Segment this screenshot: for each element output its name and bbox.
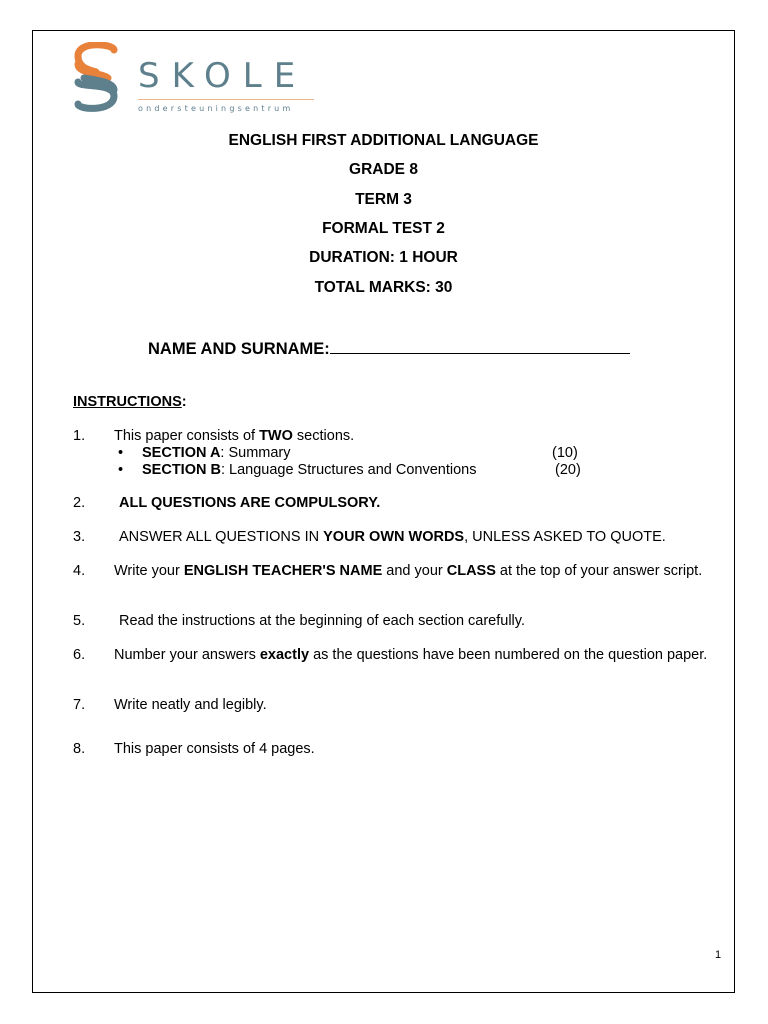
instruction-5: Read the instructions at the beginning of each section carefully. <box>119 613 525 629</box>
instruction-1: This paper consists of TWO sections. <box>114 428 355 444</box>
logo-rule <box>138 99 314 100</box>
name-surname-blank[interactable] <box>330 337 630 354</box>
logo-wordmark: SKOLE <box>138 56 308 96</box>
skole-s-icon <box>70 42 122 114</box>
section-a-item: SECTION A: Summary <box>142 445 291 461</box>
term-title: TERM 3 <box>355 191 412 208</box>
subject-title: ENGLISH FIRST ADDITIONAL LANGUAGE <box>228 132 539 149</box>
bullet-icon: • <box>118 445 124 461</box>
test-title: FORMAL TEST 2 <box>322 220 445 237</box>
duration-title: DURATION: 1 HOUR <box>309 249 458 266</box>
instruction-3: ANSWER ALL QUESTIONS IN YOUR OWN WORDS, UNLESS ASKED TO QUOTE. <box>119 529 666 545</box>
skole-logo <box>70 42 320 117</box>
bullet-icon: • <box>118 462 124 478</box>
instruction-number: 2. <box>73 495 86 511</box>
total-marks-title: TOTAL MARKS: 30 <box>314 279 453 296</box>
page-number: 1 <box>715 949 722 961</box>
instruction-4: Write your ENGLISH TEACHER'S NAME and your CLASS at the top of your answer script. <box>114 563 703 579</box>
section-b-marks: (20) <box>555 462 581 478</box>
section-b-item: SECTION B: Language Structures and Conventions <box>142 462 477 478</box>
instruction-number: 1. <box>73 428 86 444</box>
instruction-number: 3. <box>73 529 86 545</box>
instruction-number: 4. <box>73 563 86 579</box>
name-surname-label: NAME AND SURNAME: <box>148 340 330 358</box>
instruction-number: 8. <box>73 741 86 757</box>
name-surname-field[interactable] <box>148 337 630 359</box>
logo-tagline: ondersteuningsentrum <box>138 104 294 113</box>
instruction-number: 5. <box>73 613 86 629</box>
grade-title: GRADE 8 <box>349 161 418 178</box>
instruction-7: Write neatly and legibly. <box>114 697 267 713</box>
instruction-number: 7. <box>73 697 86 713</box>
instructions-heading: INSTRUCTIONS: <box>73 394 187 410</box>
instruction-6: Number your answers exactly as the questions have been numbered on the question paper. <box>114 647 708 663</box>
instruction-2: ALL QUESTIONS ARE COMPULSORY. <box>119 495 381 511</box>
instruction-8: This paper consists of 4 pages. <box>114 741 315 757</box>
section-a-marks: (10) <box>552 445 578 461</box>
instruction-number: 6. <box>73 647 86 663</box>
